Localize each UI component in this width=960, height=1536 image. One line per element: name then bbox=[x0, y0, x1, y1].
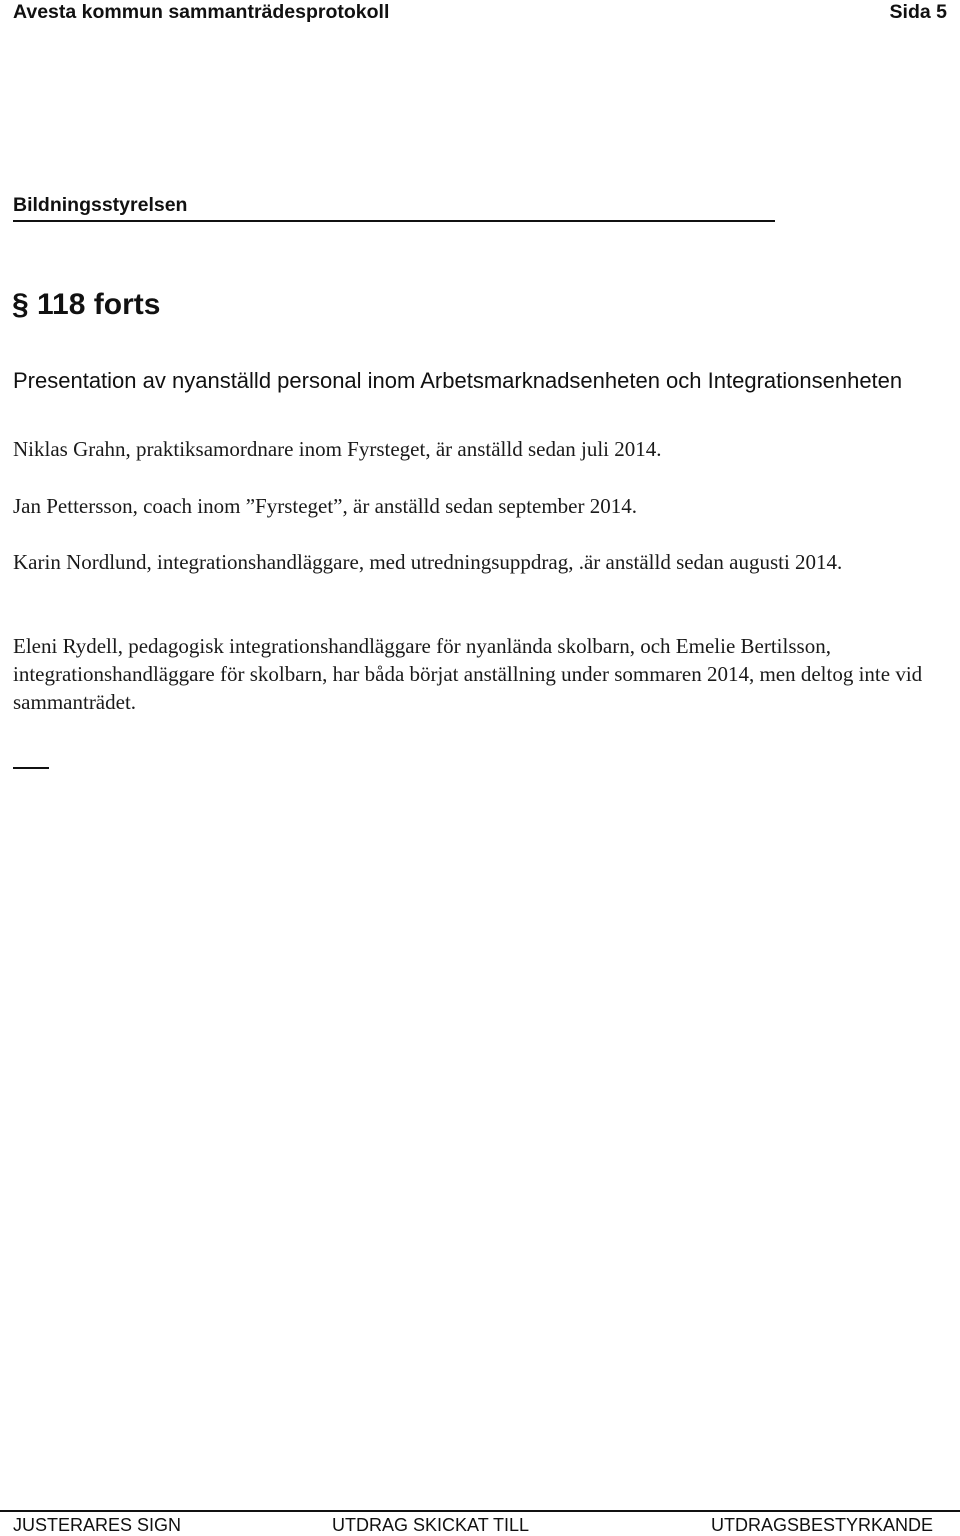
committee-name: Bildningsstyrelsen bbox=[13, 194, 188, 216]
paragraph-karin-nordlund: Karin Nordlund, integrationshandläggare, med utredningsuppdrag, .är anställd sedan augusti 2014. bbox=[13, 550, 843, 574]
footer-divider bbox=[0, 1510, 960, 1512]
paragraph-jan-pettersson: Jan Pettersson, coach inom ”Fyrsteget”, är anställd sedan september 2014. bbox=[13, 494, 637, 518]
topic-heading: Presentation av nyanställd personal inom Arbetsmarknadsenheten och Integrationsenheten bbox=[13, 368, 903, 393]
page-number: Sida 5 bbox=[889, 1, 947, 23]
paragraph-niklas-grahn: Niklas Grahn, praktiksamordnare inom Fyrsteget, är anställd sedan juli 2014. bbox=[13, 437, 662, 461]
paragraph-eleni-rydell: Eleni Rydell, pedagogisk integrationshandläggare för nyanlända skolbarn, och Emelie Bertilsson, integrationshandläggare för skolbarn, har båda börjat anställning under sommaren 2014, men deltog inte vid sammanträdet. bbox=[13, 634, 923, 714]
document-header-title: Avesta kommun sammanträdesprotokoll bbox=[13, 1, 390, 23]
section-end-rule bbox=[13, 767, 49, 769]
footer-justerares-sign: JUSTERARES SIGN bbox=[13, 1515, 182, 1535]
committee-underline bbox=[13, 220, 775, 222]
footer-utdrag-skickat-till: UTDRAG SKICKAT TILL bbox=[332, 1515, 530, 1535]
footer-utdragsbestyrkande: UTDRAGSBESTYRKANDE bbox=[710, 1515, 933, 1535]
section-heading: § 118 forts bbox=[12, 288, 161, 321]
